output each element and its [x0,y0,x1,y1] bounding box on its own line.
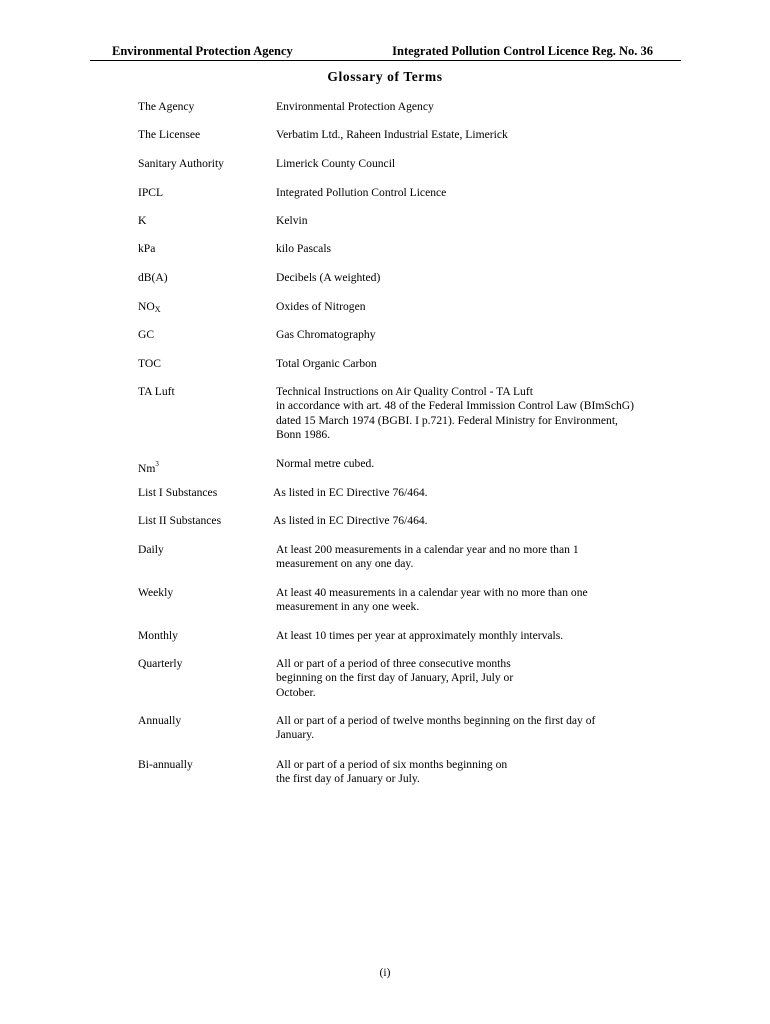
glossary-definition [276,271,676,285]
glossary-definition-line: All or part of a period of three consecutive months [276,657,511,670]
glossary-term-text: List II Substances [138,514,222,527]
glossary-term-text: NO [138,300,155,313]
glossary-term-text: Nm [138,462,156,475]
glossary-term [138,214,146,228]
glossary-term [138,186,163,200]
glossary-definition-line: As listed in EC Directive 76/464. [273,486,428,499]
glossary-definition [276,385,676,443]
glossary-definition [276,629,676,643]
glossary-term-text: Annually [138,714,182,727]
glossary-definition [276,157,676,171]
glossary-term [138,657,182,671]
glossary-definition-line: kilo Pascals [276,242,332,255]
glossary-definition [276,100,676,114]
glossary-term [138,486,217,500]
page-number: (i) [379,966,391,979]
header-licence-reg: Integrated Pollution Control Licence Reg. No. 36 [392,44,653,58]
glossary-term [138,357,161,371]
glossary-term-text: IPCL [138,186,164,199]
glossary-definition [276,300,676,314]
glossary-definition-line: Gas Chromatography [276,328,376,341]
glossary-term-text: Daily [138,543,164,556]
glossary-definition [276,586,676,615]
glossary-definition-line: Decibels (A weighted) [276,271,381,284]
glossary-definition-line: the first day of January or July. [276,772,420,786]
glossary-definition [276,714,676,743]
glossary-term [138,714,181,728]
glossary-definition-line: Kelvin [276,214,308,227]
glossary-term-text: K [138,214,147,227]
glossary-term-text: Monthly [138,629,178,642]
glossary-definition-line: Environmental Protection Agency [276,100,434,113]
glossary-definition-line: Technical Instructions on Air Quality Control - TA Luft [276,385,533,398]
glossary-definition-line: dated 15 March 1974 (BGBI. I p.721). Federal Ministry for Environment, [276,413,618,427]
glossary-definition [276,186,676,200]
glossary-term [138,543,164,557]
glossary-term [138,629,178,643]
glossary-definition-line: Bonn 1986. [276,428,331,442]
glossary-term [138,586,173,600]
glossary-term [138,457,159,476]
glossary-definition-line: in accordance with art. 48 of the Federal Immission Control Law (BImSchG) [276,399,635,413]
glossary-definition-line: beginning on the first day of January, April, July or [276,671,514,685]
glossary-term [138,271,168,285]
glossary-definition-line: Integrated Pollution Control Licence [276,186,447,199]
glossary-term [138,328,154,342]
glossary-definition [276,457,676,471]
glossary-term [138,758,193,772]
glossary-definition-line: At least 10 times per year at approximately monthly intervals. [276,629,564,642]
glossary-definition [276,328,676,342]
glossary-term-text: Bi-annually [138,758,193,771]
glossary-term [138,128,200,142]
glossary-term-text: TA Luft [138,385,175,398]
glossary-definition [273,514,673,528]
glossary-definition-line: All or part of a period of six months beginning on [276,758,508,771]
page-header [90,44,653,60]
glossary-definition-line: As listed in EC Directive 76/464. [273,514,428,527]
glossary-term-text: dB(A) [138,271,168,284]
glossary-term [138,157,224,171]
glossary-definition [276,758,676,787]
glossary-definition-line: All or part of a period of twelve months beginning on the first day of [276,714,596,727]
glossary-term-text: kPa [138,242,156,255]
glossary-term-text: GC [138,328,155,341]
glossary-definition-line: At least 40 measurements in a calendar year with no more than one [276,586,588,599]
glossary-term [138,242,155,256]
glossary-term-text: List I Substances [138,486,218,499]
glossary-definition [273,486,673,500]
glossary-definition-line: October. [276,685,316,699]
glossary-term [138,385,175,399]
glossary-term-text: Quarterly [138,657,183,670]
glossary-definition-line: Total Organic Carbon [276,357,377,370]
glossary-definition [276,128,676,142]
glossary-definition-line: Limerick County Council [276,157,396,170]
glossary-definition [276,657,676,700]
glossary-definition [276,214,676,228]
page-title: Glossary of Terms [327,69,443,84]
glossary-definition-line: January. [276,728,315,742]
glossary-definition [276,543,676,572]
glossary-term-text: Weekly [138,586,174,599]
glossary-term [138,100,194,114]
glossary-definition [276,357,676,371]
glossary-term-subscript: X [154,305,161,314]
glossary-term-text: The Licensee [138,128,201,141]
glossary-term [138,514,221,528]
glossary-term-text: TOC [138,357,161,370]
header-rule [90,60,681,61]
glossary-definition-line: Oxides of Nitrogen [276,300,366,313]
glossary-definition [276,242,676,256]
glossary-term-superscript: 3 [155,460,159,468]
glossary-definition-line: Verbatim Ltd., Raheen Industrial Estate, Limerick [276,128,508,141]
glossary-term-text: Sanitary Authority [138,157,224,170]
header-agency-name: Environmental Protection Agency [112,44,293,58]
glossary-definition-line: Normal metre cubed. [276,457,375,470]
glossary-definition-line: At least 200 measurements in a calendar year and no more than 1 [276,543,579,556]
glossary-definition-line: measurement on any one day. [276,557,414,571]
glossary-definition-line: measurement in any one week. [276,600,420,614]
glossary-term [138,300,161,317]
glossary-term-text: The Agency [138,100,195,113]
